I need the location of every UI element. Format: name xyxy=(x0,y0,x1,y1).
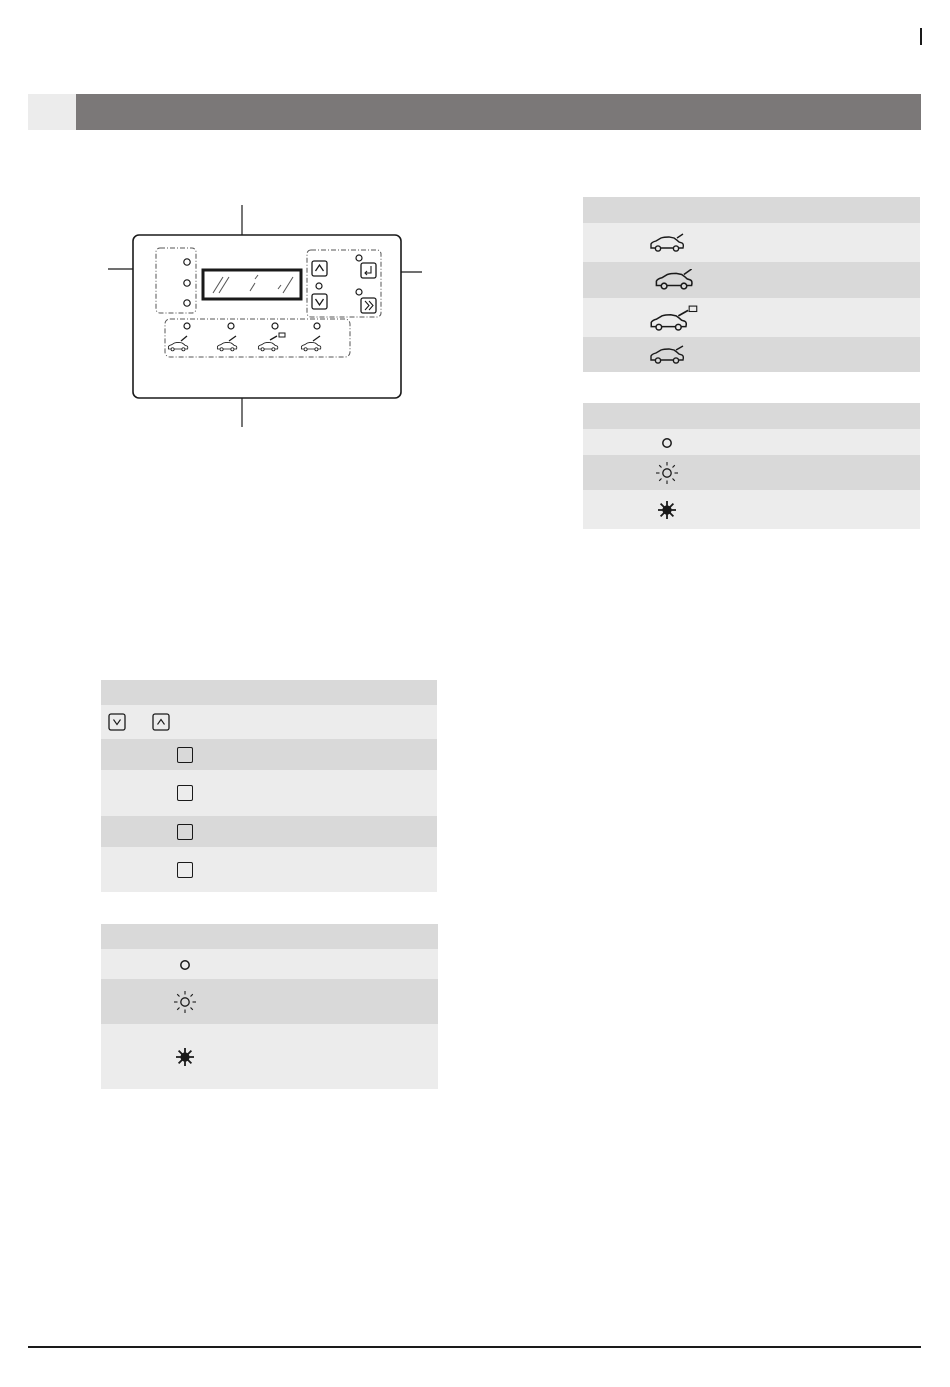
key-table xyxy=(101,680,437,892)
down-arrow-key-icon xyxy=(312,294,327,309)
table-row xyxy=(101,816,437,847)
display-window-icon xyxy=(203,270,301,299)
table-header xyxy=(583,197,920,223)
table-row xyxy=(101,847,437,892)
indicator-led-icon xyxy=(184,280,190,286)
led-blinking-icon xyxy=(655,461,679,485)
enter-key-icon xyxy=(361,263,376,278)
indicator-led-icon xyxy=(184,259,190,265)
down-up-keys-icon xyxy=(108,713,170,731)
indicator-led-icon xyxy=(356,255,362,261)
car-mode-icon-1 xyxy=(649,233,685,253)
table-header xyxy=(101,924,438,949)
led-state-table-right xyxy=(583,403,920,529)
led-state-table-left xyxy=(101,924,438,1089)
table-row xyxy=(583,429,920,455)
table-row xyxy=(101,949,438,979)
table-row xyxy=(583,455,920,490)
table-row xyxy=(583,223,920,262)
table-row xyxy=(583,298,920,337)
section-header xyxy=(28,94,921,130)
led-on-icon xyxy=(656,499,678,521)
section-header-tab xyxy=(28,94,76,130)
table-header xyxy=(101,680,437,705)
section-header-bar xyxy=(76,94,921,130)
key-icon xyxy=(177,747,193,763)
key-icon xyxy=(177,824,193,840)
table-row xyxy=(101,979,438,1024)
table-row xyxy=(583,337,920,372)
indicator-led-icon xyxy=(184,300,190,306)
key-icon xyxy=(177,785,193,801)
footer-rule xyxy=(28,1346,921,1348)
table-row xyxy=(583,262,920,298)
led-off-icon xyxy=(660,436,674,450)
up-arrow-key-icon xyxy=(312,261,327,276)
table-row xyxy=(101,770,437,816)
control-panel-figure xyxy=(95,205,435,430)
indicator-led-icon xyxy=(356,289,362,295)
page-marker xyxy=(920,28,922,45)
led-blinking-icon xyxy=(173,990,197,1014)
led-off-icon xyxy=(178,958,192,972)
car-mode-icon-3 xyxy=(649,305,699,331)
key-icon xyxy=(177,862,193,878)
indicator-led-icon xyxy=(316,283,322,289)
table-row xyxy=(101,1024,438,1089)
table-row xyxy=(101,705,437,739)
mode-table xyxy=(583,197,920,372)
table-row xyxy=(583,490,920,529)
table-header xyxy=(583,403,920,429)
car-mode-icon-2 xyxy=(654,269,694,291)
car-mode-icon-4 xyxy=(649,345,685,365)
table-row xyxy=(101,739,437,770)
led-on-icon xyxy=(174,1046,196,1068)
